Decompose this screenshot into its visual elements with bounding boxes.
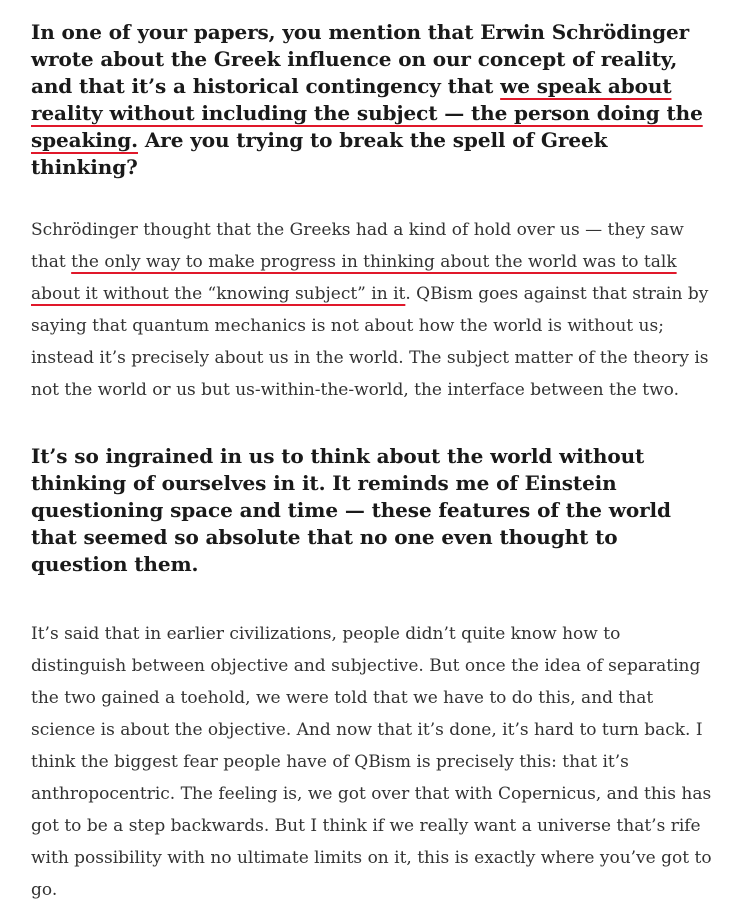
- interview-answer-1: [31, 214, 719, 406]
- question-1-text-after: Are you trying to break the spell of Greek thinking?: [31, 128, 608, 179]
- interview-answer-2: It’s said that in earlier civilizations, people didn’t quite know how to distinguish between objective and subjective. But once the idea of separating the two gained a toehold, we were told that we have to do this, and that science is about the objective. And now that it’s done, it’s hard to turn back. I think the biggest fear people have of QBism is precisely this: that it’s anthropocentric. The feeling is, we got over that with Copernicus, and this has got to be a step backwards. But I think if we really want a universe that’s rife with possibility with no ultimate limits on it, this is exactly where you’ve got to go.: [31, 624, 712, 900]
- answer-1-text-before: Schrödinger thought that the Greeks had a kind of hold over us — they saw that: [31, 220, 684, 272]
- answer-1-text-after: . QBism goes against that strain by saying that quantum mechanics is not about how the world is without us; instead it’s precisely about us in the world. The subject matter of the theory is not the world or us but us-within-the-world, the interface between the two.: [31, 284, 709, 400]
- interview-question-1: [31, 0, 719, 181]
- interview-article: [31, 0, 719, 906]
- answer-1-highlight: the only way to make progress in thinking about the world was to talk about it without the “knowing subject” in it: [31, 252, 677, 304]
- question-1-text-before: In one of your papers, you mention that Erwin Schrödinger wrote about the Greek influence on our concept of reality, and that it’s a historical contingency that: [31, 20, 690, 98]
- question-1-highlight: we speak about reality without including the subject — the person doing the speaking.: [31, 74, 703, 152]
- interview-question-2: It’s so ingrained in us to think about the world without thinking of ourselves in it. It reminds me of Einstein questioning space and time — these features of the world that seemed so absolute that no one even thought to question them.: [31, 444, 671, 576]
